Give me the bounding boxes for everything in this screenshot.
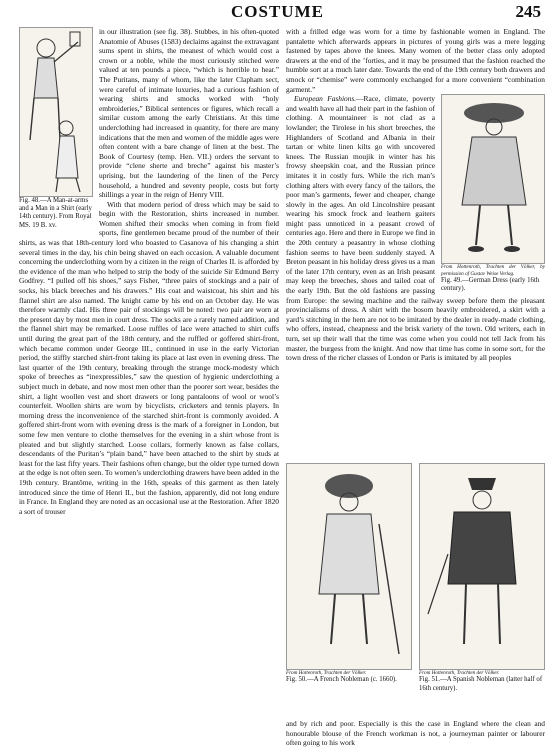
- figure-50-credit: From Hottenroth, Trachten der Völker.: [286, 670, 367, 676]
- figure-49-credit: From Hottenroth, Trachten der Völker, by permission of Gustav Weise Verlag.: [441, 264, 545, 277]
- body-paragraph: in our illustration (see fig. 38). Stubbes, in his often-quoted Anatomie of Abuses (1583) declaims against the extravagant sums spent in shirts, the meanest of which would cost a crown or a noble, while the most curiously stitched were valued at ten pounds a piece, “which is horrible to hear.” The Puritans, many of whom, like the later Clapham sect, were careful of intimate luxuries, had a curious fashion of wearing shirts and smocks worked with “holy embroideries,” Biblical sentences or figures, which recall a similar custom among the early Christians. At this time underclothing had increased in quantity, for there are many indications that the men and women of the middle ages were often content with a bare change of linen at the best. The Book of Courtesy (temp. Hen. VII.) orders the servant to provide “clene sherte and breche” against his master’s uprising, but the laundering of the linen of the Percy household, a hundred and seventy people, costs but forty shillings a year in the reign of Henry VIII.: [99, 27, 279, 200]
- figure-49: [441, 94, 545, 293]
- figure-51-illustration: [419, 463, 545, 670]
- french-nobleman-drawing: [287, 464, 411, 669]
- figure-51-caption: Fig. 51.—A Spanish Nobleman (latter half of 16th century).: [419, 676, 543, 692]
- left-column: [19, 27, 279, 516]
- german-dress-drawing: [442, 95, 544, 263]
- man-at-arms-drawing: [20, 28, 92, 196]
- page-number: 245: [515, 2, 541, 21]
- section-heading: European Fashions.: [294, 94, 357, 104]
- figure-51-credit: From Hottenroth, Trachten der Völker.: [419, 670, 500, 676]
- spanish-nobleman-drawing: [420, 464, 544, 669]
- right-column: [286, 27, 545, 463]
- figure-pair: [286, 463, 545, 713]
- figure-48-illustration: [19, 27, 93, 197]
- figure-50-illustration: [286, 463, 412, 670]
- page-header: [0, 0, 555, 26]
- figure-50-caption: Fig. 50.—A French Nobleman (c. 1660).: [286, 676, 397, 684]
- figure-48-caption: Fig. 48.—A Man-at-arms and a Man in a Shirt (early 14th century). From Royal MS. 19 B. xv.: [19, 197, 92, 229]
- figure-51: [419, 463, 545, 693]
- running-title: COSTUME: [231, 2, 324, 21]
- section-body: —Race, climate, poverty and wealth have all had their part in the fashion of clothing. A mountaineer is not clad as a lowlander; the Tirolese in his short breeches, the Highlanders of Scotland and Albania in their tartan or white linen kilts go with uncovered knees. The Russian moujik in winter has his frowsy sheepskin coat, and the Russian prince imitates it in costly furs. While the rich man’s clothing alters with every fancy of the tailors, the poor man’s garments, fewer and cheaper, change slowly in the ages. An old Lincolnshire peasant wearing his smock frock and leathern gaiters might pass unnoticed in a peasant crowd of centuries ago. Here and there in Europe we find in the 20th century a peasantry in whose clothing fashion seems to have been suddenly stayed. A Breton peasant in his holiday dress gives us a man of the later 17th century, even as an Irish peasant may keep the breeches, shoes and tailed coat of the early 19th. But the old fashions are passing from Europe: the sewing machine and the railway sweep before them the pleasant provincialisms of dress. A shirt with the bosom heavily embroidered, a skirt with a yard’s stitching in the hem are not to be imitated by the dealer in ready-made clothing, who offers, instead, cheapness and the brisk variety of the town. Old writers, each in turn, set up their wall that the time was come when you could not tell Jack from his master, the burgess from the knight. And now that time has come in some sort, for the town dress of the richer classes of London or Paris is imitated by all peoples: [286, 94, 545, 363]
- body-paragraph: with a frilled edge was worn for a time by fashionable women in England. The pantalette which afterwards appears in pictures of young girls was a mere legging fastened by tapes above the knees. Many women of the better class only adopted drawers at the end of the ’forties, and it may be presumed that the fashion reached the humble sort at a much later date. Towards the end of the 19th century both drawers and smock or “chemise” were commonly exchanged for a more convenient “combination garment.”: [286, 27, 545, 94]
- body-paragraph: With that modern period of dress which may be said to begin with the Restoration, shirts increased in number. Women shifted their smocks when coming in from field sports, fine gentlemen became proud of the number of their shirts, as was that 18th-century lord who boasted to Casanova of his changing a shirt several times in the day, his chin being shaved on each occasion. A valuable document concerning the underclothing worn by a citizen in the reign of Charles II. is afforded by the evidence of the man who helped to strip the body of the suicide Sir Edmund Berry Godfrey. “I pulled off his shoes,” says Fisher, “three pairs of stockings and a pair of socks, his black breeches and his drawers.” His coat and waistcoat, his shirt and his flannel shirt are also named. The knight came by his end on an October day. He was therefore warmly clad. His three pair of stockings will be noted: two pair are worn at the present day by most men in court dress. The socks are a rarely named addition, and the flannel shirt may be remarked. Loose ruffles of lace were attached to shirt cuffs until during the great part of the 18th century, and the ruffled or goffered shirt-front, which became common under George III., continued in use in the early Victorian period, the stiffly starched shirt-front taking its place at last even in evening dress. The last quarter of the 19th century, breaking through the strange mock-modesty which spoke of breeches as “inexpressibles,” saw the question of hygienic underclothing a subject much in debate, and now most men other than the poorer sort wear, besides the shirt, a light woollen vest and short drawers or long pantaloons of wool or wool’s counterfeit. Woollen shirts are worn by bicyclists, cricketers and tennis players. In morning dress the inconvenience of the starched shirt-front is commonly avoided. A goffered shirt-front worn with evening dress is the mark of a foreigner in London, but some few men venture to clothe themselves for the evening in a shirt whose front is pleated and but slightly starched. Loose collars, formerly known as false collars, descendants of the Puritan’s “plain band,” have been attached to the shirt by studs at least for the last fifty years. Their fashions often change, but the older type turned down at the edge is not often seen. To women’s underclothing drawers have been added in the 19th century. Brantôme, writing in the 16th, speaks of this garment as then lately introduced since the time of Henri II., but the fashion, apparently, did not long endure in France. In England they are noted as an occasional use at the Restoration. After 1820 a sort of trouser: [19, 199, 279, 516]
- figure-49-caption: Fig. 49.—German Dress (early 16th century).: [441, 276, 540, 293]
- figure-48: [19, 27, 93, 230]
- figure-50: [286, 463, 412, 685]
- figure-49-illustration: [441, 94, 545, 264]
- body-paragraph: and by rich and poor. Especially is this the case in England where the clean and honourable blouse of the French workman is not, a journeyman painter or labourer often going to his work: [286, 719, 545, 748]
